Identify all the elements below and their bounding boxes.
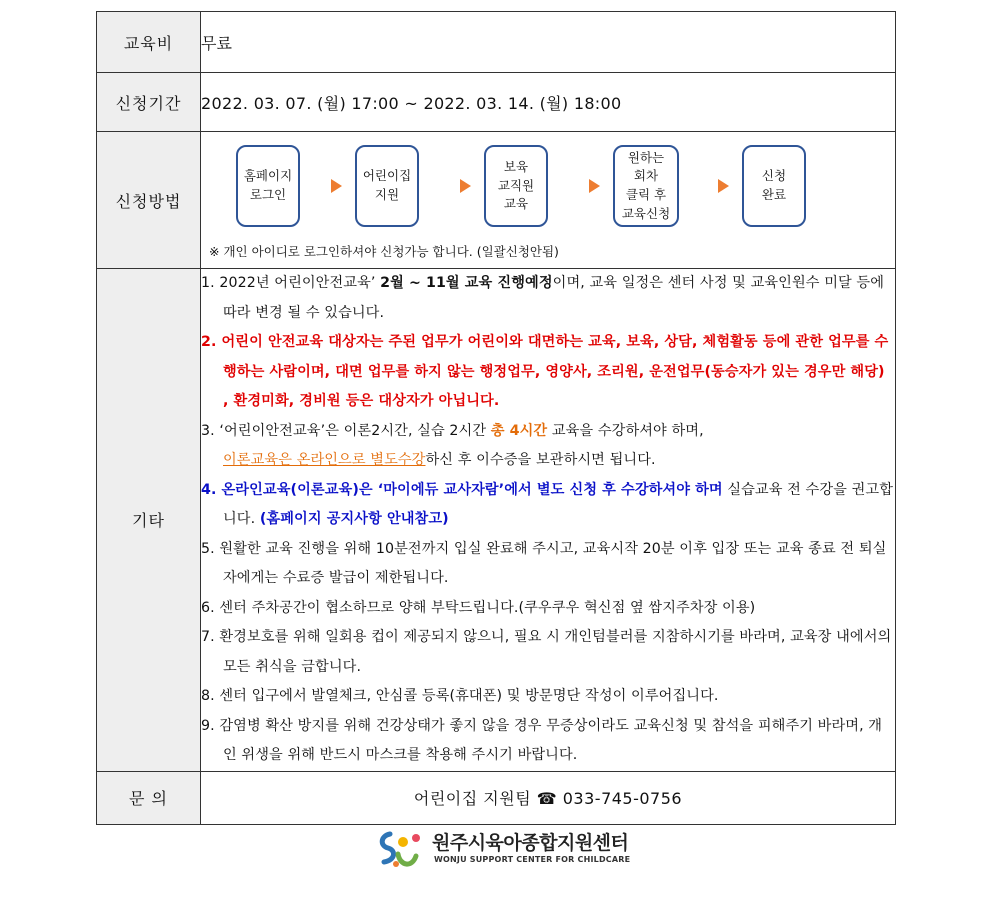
fee-value: 무료	[201, 12, 896, 73]
step-select-session: 원하는 회차 클릭 후 교육신청	[613, 145, 679, 227]
step-complete: 신청 완료	[742, 145, 806, 227]
notice-text: 교육을 수강하셔야 하며,	[547, 422, 704, 439]
notice-emphasis: 이론교육은 온라인으로 별도수강	[223, 452, 426, 468]
arrow-right-icon	[718, 179, 729, 193]
notice-text: 실습교육 전 수강을 권고합니다.	[223, 481, 893, 527]
notice-emphasis: 2월 ~ 11월 교육 진행예정	[380, 275, 553, 291]
method-cell	[201, 132, 896, 269]
step-teacher-education: 보육 교직원 교육	[484, 145, 548, 227]
notice-item-8: 8. 센터 입구에서 발열체크, 안심콜 등록(휴대폰) 및 방문명단 작성이 이루어집니다.	[201, 688, 719, 704]
notice-text: 이며, 교육 일정은 센터 사정 및 교육인원수 미달 등에 따라 변경 될 수 있습니다.	[223, 275, 885, 321]
center-logo	[376, 822, 631, 874]
etc-label: 기타	[97, 269, 201, 772]
method-row	[97, 132, 896, 269]
center-name-english: WONJU SUPPORT CENTER FOR CHILDCARE	[434, 855, 631, 864]
notice-item-2: 2. 어린이 안전교육 대상자는 주된 업무가 어린이와 대면하는 교육, 보육, 상담, 체험활동 등에 관한 업무를 수행하는 사람이며, 대면 업무를 하지 않는 행정업무, 영양사, 조리원, 운전업무(동승자가 있는 경우만 해당) , 환경미화, 경비원 등은 대상자가 아닙니다.	[201, 334, 889, 409]
period-value: 2022. 03. 07. (월) 17:00 ~ 2022. 03. 14. (월) 18:00	[201, 73, 896, 132]
center-logo-icon	[376, 826, 424, 874]
period-label: 신청기간	[97, 73, 201, 132]
notice-item-6: 6. 센터 주차공간이 협소하므로 양해 부탁드립니다.(쿠우쿠우 혁신점 옆 쌈지주차장 이용)	[201, 599, 756, 616]
notice-item-4	[201, 476, 895, 535]
arrow-right-icon	[460, 179, 471, 193]
fee-row	[97, 12, 896, 73]
notice-item-5: 5. 원활한 교육 진행을 위해 10분전까지 입실 완료해 주시고, 교육시작 20분 이후 입장 또는 교육 종료 전 퇴실자에게는 수료증 발급이 제한됩니다.	[201, 540, 887, 586]
notice-item-9: 9. 감염병 확산 방지를 위해 건강상태가 좋지 않을 경우 무증상이라도 교육신청 및 참석을 피해주기 바라며, 개인 위생을 위해 반드시 마스크를 착용해 주시기 바랍니다.	[201, 717, 883, 763]
education-info-table	[96, 11, 896, 825]
arrow-right-icon	[331, 179, 342, 193]
inquiry-row	[97, 771, 896, 824]
etc-row	[97, 269, 896, 772]
method-label: 신청방법	[97, 132, 201, 269]
notice-item-7: 7. 환경보호를 위해 일회용 컵이 제공되지 않으니, 필요 시 개인텀블러를 지참하시기를 바라며, 교육장 내에서의 모든 취식을 금합니다.	[201, 629, 892, 675]
step-login: 홈페이지 로그인	[236, 145, 300, 227]
notice-text: 1. 2022년 어린이안전교육’	[201, 275, 381, 291]
application-flow	[201, 132, 895, 268]
inquiry-label: 문 의	[97, 771, 201, 824]
period-row	[97, 73, 896, 132]
notice-item-1	[201, 269, 895, 328]
notice-text: 3. ‘어린이안전교육’은 이론2시간, 실습 2시간	[201, 422, 491, 439]
etc-list	[201, 269, 896, 772]
notice-item-3	[201, 417, 895, 476]
notice-emphasis: 총 4시간	[490, 422, 548, 439]
notice-text: 하신 후 이수증을 보관하시면 됩니다.	[425, 452, 656, 468]
notice-emphasis: (홈페이지 공지사항 안내참고)	[259, 511, 449, 527]
notice-emphasis: 4. 온라인교육(이론교육)은 ‘마이에듀 교사자람’에서 별도 신청 후 수강하셔야 하며	[201, 481, 723, 498]
center-name: 원주시육아종합지원센터	[432, 832, 629, 854]
inquiry-value: 어린이집 지원팀 ☎ 033-745-0756	[201, 771, 896, 824]
step-daycare-support: 어린이집 지원	[355, 145, 419, 227]
login-note: ※ 개인 아이디로 로그인하셔야 신청가능 합니다. (일괄신청안됨)	[209, 244, 559, 259]
fee-label: 교육비	[97, 12, 201, 73]
arrow-right-icon	[589, 179, 600, 193]
